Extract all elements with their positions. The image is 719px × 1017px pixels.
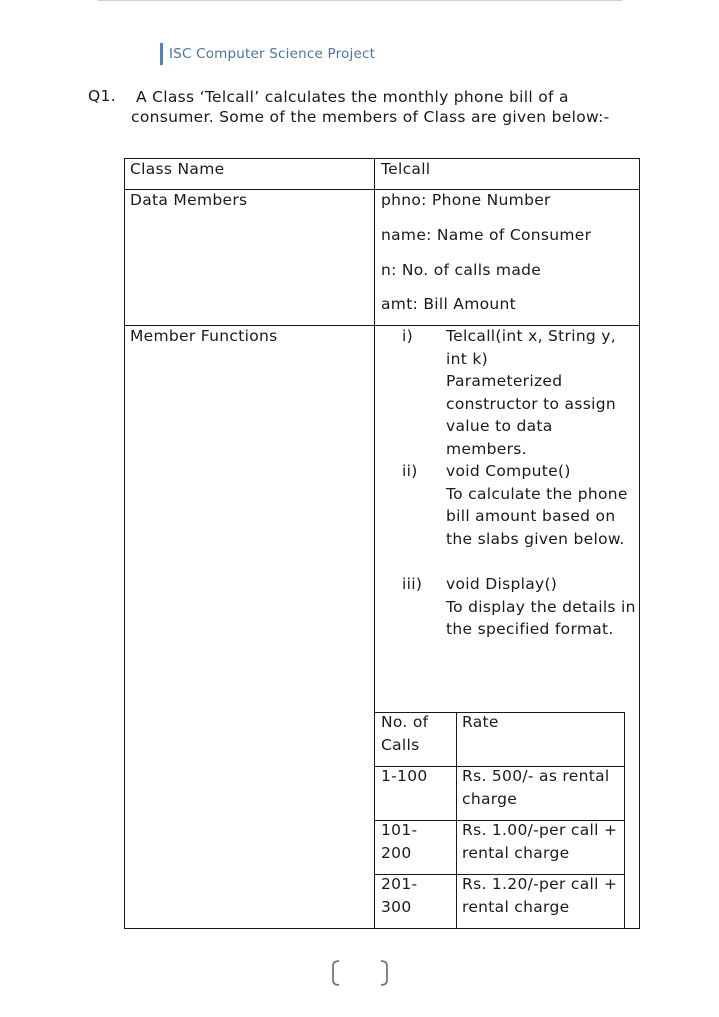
function-signature: void Display() <box>446 575 558 593</box>
data-member-item: amt: Bill Amount <box>381 295 517 313</box>
table-border-bottom <box>124 928 640 929</box>
function-item <box>446 573 636 641</box>
page-number-brackets-icon <box>330 958 390 988</box>
data-member-item: n: No. of calls made <box>381 261 542 279</box>
rate-table-header-rate: Rate <box>462 713 499 731</box>
rate-value-cell: Rs. 1.20/-per call + rental charge <box>462 875 618 916</box>
class-name-value: Telcall <box>381 160 431 178</box>
table-column-divider <box>374 158 375 929</box>
data-member-item: phno: Phone Number <box>381 191 551 209</box>
table-border-left <box>124 158 125 929</box>
rate-table-border-right <box>624 712 625 929</box>
question-number: Q1. <box>88 87 116 105</box>
rate-table-header-calls: No. of Calls <box>381 713 429 754</box>
function-description: Parameterized constructor to assign value to data members. <box>446 372 616 458</box>
function-number: ii) <box>402 462 418 480</box>
function-item <box>446 460 636 550</box>
function-description: To calculate the phone bill amount based on the slabs given below. <box>446 484 628 548</box>
top-rule <box>98 0 622 1</box>
function-number: iii) <box>402 575 423 593</box>
data-member-item: name: Name of Consumer <box>381 226 592 244</box>
rate-table-column-divider <box>456 712 457 929</box>
question-text: A Class ‘Telcall’ calculates the monthly phone bill of a consumer. Some of the members of Class are given below:- <box>131 88 610 126</box>
function-description: To display the details in the specified format. <box>446 597 636 639</box>
rate-value-cell: Rs. 500/- as rental charge <box>462 767 610 808</box>
function-item <box>446 325 636 461</box>
function-signature: Telcall(int x, String y, int k) <box>446 327 617 368</box>
function-number: i) <box>402 327 413 345</box>
function-signature: void Compute() <box>446 462 571 480</box>
table-border-right <box>639 158 640 929</box>
page-header: ISC Computer Science Project <box>160 43 375 65</box>
data-members-label: Data Members <box>130 191 248 209</box>
member-functions-label: Member Functions <box>130 327 278 345</box>
rate-calls-cell: 1-100 <box>381 767 428 785</box>
rate-calls-cell: 201-300 <box>381 875 418 916</box>
rate-value-cell: Rs. 1.00/-per call + rental charge <box>462 821 618 862</box>
class-name-label: Class Name <box>130 160 225 178</box>
rate-calls-cell: 101-200 <box>381 821 418 862</box>
